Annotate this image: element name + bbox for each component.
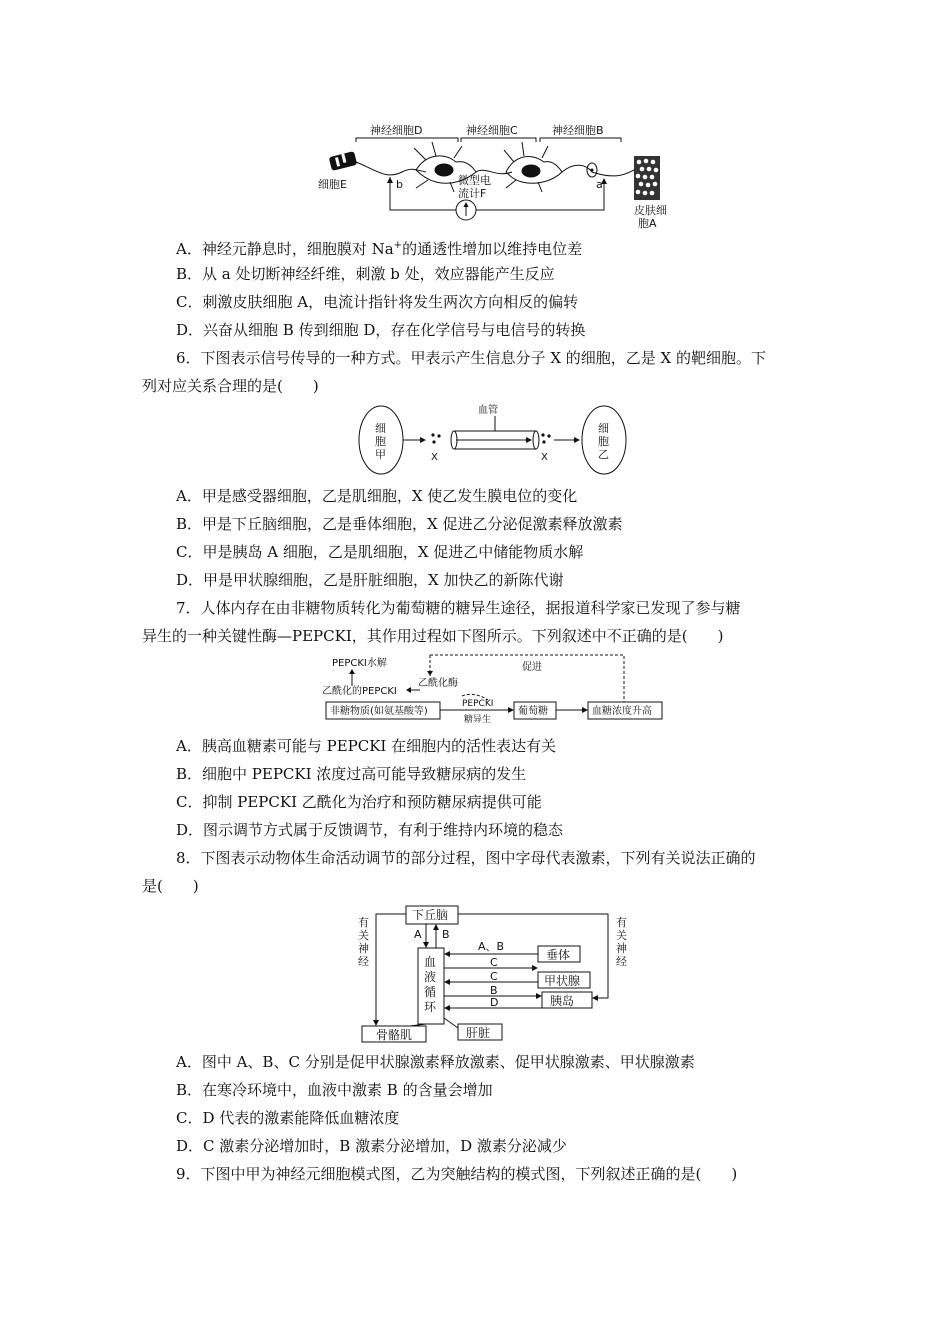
label-neuron-c: 神经细胞C [466,124,518,137]
q5-option-d: D．兴奋从细胞 B 传到细胞 D，存在化学信号与电信号的转换 [176,321,586,339]
q7-option-b: B．细胞中 PEPCKI 浓度过高可能导致糖尿病的发生 [176,765,527,783]
label-neuron-b: 神经细胞B [552,124,604,137]
q7-stem-line-1: 7．人体内存在由非糖物质转化为葡萄糖的糖异生途径，据报道科学家已发现了参与糖 [176,599,741,617]
label-gluconeogenesis: 糖异生 [464,715,492,724]
cell-yi-label-3: 乙 [598,448,609,461]
cell-jia-label-1: 细 [375,422,386,435]
cell-jia-label-3: 甲 [375,448,386,461]
figure-q5-neural-circuit [316,120,676,232]
q8-option-b: B．在寒冷环境中，血液中激素 B 的含量会增加 [176,1081,493,1099]
q5-option-c: C．刺激皮肤细胞 A，电流计指针将发生两次方向相反的偏转 [176,293,579,311]
blood-vessel [451,431,539,449]
label-b: b [396,178,403,191]
label-islet: 胰岛 [550,994,575,1008]
label-hormone-c2: C [490,970,498,983]
neuron-c [504,142,562,192]
label-hormone-b2: B [490,984,498,997]
q8-option-c: C．D 代表的激素能降低血糖浓度 [176,1109,400,1127]
signal-x-2: X [541,452,548,463]
label-nonsugar: 非糖物质(如氨基酸等) [330,706,428,717]
q9-stem: 9．下图中甲为神经元细胞模式图，乙为突触结构的模式图，下列叙述正确的是( ) [176,1165,738,1183]
label-neuron-d: 神经细胞D [370,124,423,137]
label-blood-sugar-rise: 血糖浓度升高 [592,706,652,717]
label-liver: 肝脏 [466,1026,491,1040]
q7-stem-line-2: 异生的一种关键性酶—PEPCKI，其作用过程如下图所示。下列叙述中不正确的是( ) [142,627,724,645]
q7-option-c: C．抑制 PEPCKI 乙酰化为治疗和预防糖尿病提供可能 [176,793,542,811]
effector-cell-e [329,151,358,171]
cell-yi-label-1: 细 [598,422,609,435]
q8-stem-line-1: 8．下图表示动物体生命活动调节的部分过程，图中字母代表激素，下列有关说法正确的 [176,849,756,867]
q7-option-d: D．图示调节方式属于反馈调节，有利于维持内环境的稳态 [176,821,564,839]
label-meter-2: 流计F [458,187,487,200]
label-hypothalamus: 下丘脑 [412,908,449,922]
q8-option-d: D．C 激素分泌增加时，B 激素分泌增加，D 激素分泌减少 [176,1137,567,1155]
cell-jia-label-2: 胞 [375,435,386,448]
micro-ammeter-f [456,200,476,220]
q5-option-b: B．从 a 处切断神经纤维，刺激 b 处，效应器能产生反应 [176,265,555,283]
label-blood-1: 血 [424,955,437,969]
label-blood-3: 循 [424,985,437,999]
cell-yi-label-2: 胞 [598,435,609,448]
label-nerve-r-4: 经 [616,955,627,968]
label-acetylase: 乙酰化酶 [418,678,458,689]
q6-stem-line-1: 6．下图表示信号传导的一种方式。甲表示产生信息分子 X 的细胞，乙是 X 的靶细胞。下 [176,349,766,367]
label-pepcki: PEPCKI [462,699,494,709]
label-vessel: 血管 [478,405,498,416]
skin-cell-a [634,156,660,200]
label-nerve-l-3: 神 [358,942,369,955]
label-promote: 促进 [522,662,542,673]
label-thyroid: 甲状腺 [544,974,581,988]
label-skeletal-muscle: 骨骼肌 [376,1028,413,1042]
q6-option-d: D．甲是甲状腺细胞，乙是肝脏细胞，X 加快乙的新陈代谢 [176,571,564,589]
figure-q7-gluconeogenesis [322,652,668,724]
figure-q8-regulation [354,902,636,1046]
q6-option-a: A．甲是感受器细胞，乙是肌细胞，X 使乙发生膜电位的变化 [176,487,578,505]
label-hormone-b: B [442,928,450,941]
label-pituitary: 垂体 [546,948,571,962]
neuron-b-axon [562,165,634,176]
label-hormone-c1: C [490,956,498,969]
label-nerve-l-4: 经 [358,955,369,968]
q6-stem-line-2: 列对应关系合理的是( ) [142,377,319,395]
label-meter-1: 微型电 [458,174,491,187]
label-hormone-a: A [414,928,422,941]
q6-option-c: C．甲是胰岛 A 细胞，乙是肌细胞，X 促进乙中储能物质水解 [176,543,584,561]
signal-x-1: X [431,452,438,463]
q5-option-a: A．神经元静息时，细胞膜对 Na+的通透性增加以维持电位差 [176,240,583,258]
label-glucose: 葡萄糖 [518,706,548,717]
label-nerve-r-3: 神 [616,942,627,955]
label-nerve-l-2: 关 [358,929,369,942]
label-cell-e: 细胞E [318,178,347,191]
q8-option-a: A．图中 A、B、C 分别是促甲状腺激素释放激素、促甲状腺激素、甲状腺激素 [176,1053,695,1071]
figure-q6-signal [354,398,634,480]
label-blood-2: 液 [424,970,437,984]
label-hormones-ab: A、B [478,940,505,953]
label-nerve-r-1: 有 [616,916,627,929]
label-acetylated-pepcki: 乙酰化的PEPCKI [322,686,397,697]
label-nerve-r-2: 关 [616,929,627,942]
q6-option-b: B．甲是下丘脑细胞，乙是垂体细胞，X 促进乙分泌促激素释放激素 [176,515,623,533]
label-hormone-d: D [490,996,499,1009]
label-blood-4: 环 [424,1000,437,1014]
label-skin-1: 皮肤细 [634,204,667,217]
q8-stem-line-2: 是( ) [142,877,199,895]
label-hydrolysis: PEPCKI水解 [332,658,387,669]
label-skin-2: 胞A [638,217,657,230]
q7-option-a: A．胰高血糖素可能与 PEPCKI 在细胞内的活性表达有关 [176,737,557,755]
label-a: a [596,178,603,191]
label-nerve-l-1: 有 [358,916,369,929]
